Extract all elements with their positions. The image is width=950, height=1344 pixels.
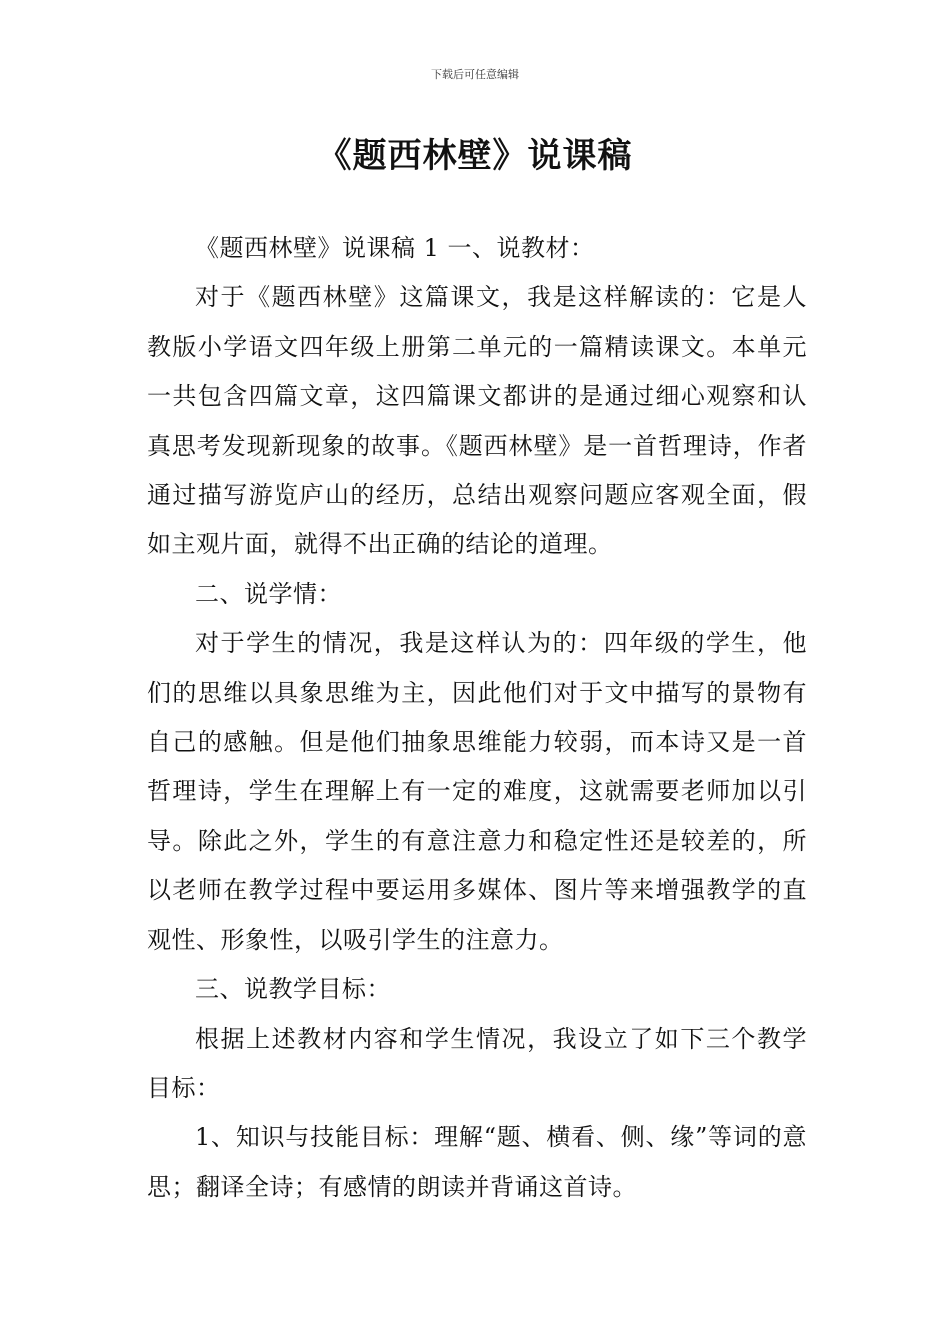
header-note: 下载后可任意编辑: [431, 68, 519, 81]
document-title: 《题西林壁》说课稿: [317, 136, 633, 176]
document-body: [147, 224, 807, 1212]
paragraph-heading-students: 二、说学情：: [195, 579, 342, 608]
paragraph-students: 对于学生的情况，我是这样认为的：四年级的学生，他们的思维以具象思维为主，因此他们对于文中描写的景物有自己的感触。但是他们抽象思维能力较弱，而本诗又是一首哲理诗，学生在理解上有一定的难度，这就需要老师加以引导。除此之外，学生的有意注意力和稳定性还是较差的，所以老师在教学过程中要运用多媒体、图片等来增强教学的直观性、形象性，以吸引学生的注意力。: [147, 629, 807, 954]
paragraph-goals-intro: 根据上述教材内容和学生情况，我设立了如下三个教学目标：: [147, 1024, 807, 1102]
paragraph-goal-1: 1、知识与技能目标：理解“题、横看、侧、缘”等词的意思；翻译全诗；有感情的朗读并背诵这首诗。: [147, 1123, 807, 1201]
paragraph-textbook: 对于《题西林壁》这篇课文，我是这样解读的：它是人教版小学语文四年级上册第二单元的一篇精读课文。本单元一共包含四篇文章，这四篇课文都讲的是通过细心观察和认真思考发现新现象的故事。《题西林壁》是一首哲理诗，作者通过描写游览庐山的经历，总结出观察问题应客观全面，假如主观片面，就得不出正确的结论的道理。: [147, 283, 807, 559]
paragraph-heading-goals: 三、说教学目标：: [195, 975, 391, 1004]
paragraph-intro: 《题西林壁》说课稿 1 一、说教材：: [195, 234, 595, 262]
